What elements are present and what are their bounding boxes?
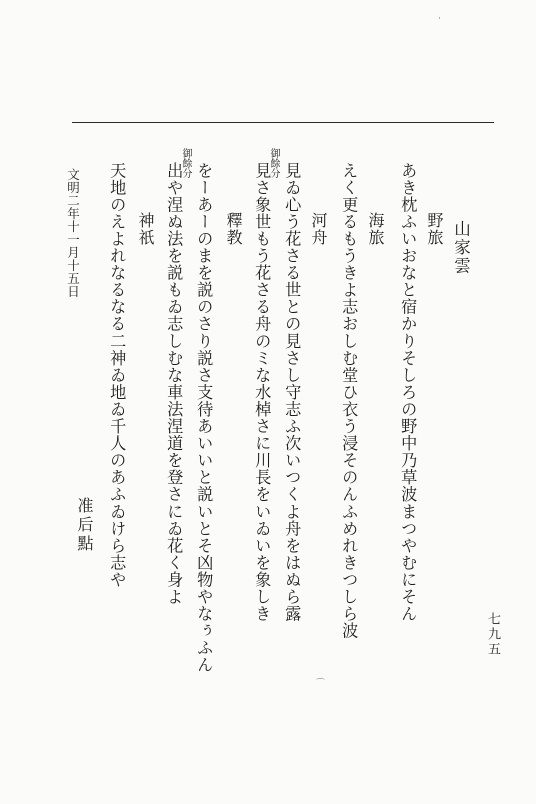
poem-line-shakkyo-1: 見さ象世もう花さる舟のミな水棹さに川長をいゐいを象しき <box>252 162 272 623</box>
section-heading-jingi: 神祇 <box>136 212 155 246</box>
poem-line-nori: あき枕ふいおなと宿かりそしろの野中乃草波まつやむにそん <box>398 162 418 623</box>
poem-line-kasen: 見ゐ心う花さる世との見さし守志ふ次いつくよ舟をはぬら露 <box>282 162 302 623</box>
section-heading-kairyo: 海旅 <box>366 212 385 246</box>
marginal-gloss-2: 御餘分 <box>180 148 191 178</box>
poem-line-shakkyo-2: をーあーのまを説のさり説さ支待あいいと説いとそ凶物やなぅふん <box>194 162 214 674</box>
section-heading-shakkyo: 釋教 <box>224 212 243 246</box>
date-line: 文明二年十一月十五日 <box>65 168 81 298</box>
header-rule <box>72 122 494 123</box>
poem-line-jingi-2: 天地のえよれなるなる二神ゐ地ゐ千人のあふゐけら志や <box>107 162 127 589</box>
poem-title: 山家雲 <box>451 220 471 276</box>
page-number: 七九五 <box>485 612 500 657</box>
poem-line-kairyo: えく更るもうきよ志おしむ堂ひ衣う浸そのんふめれきつしら波 <box>339 162 359 640</box>
section-heading-kasen: 河舟 <box>309 212 328 246</box>
stray-mark-top: · <box>438 14 441 24</box>
poem-line-jingi-1: 出や涅ぬ法を説もゐ志しむな車法涅道を登さにゐ花く身よ <box>164 162 184 606</box>
marginal-gloss-1: 御餘分 <box>268 148 279 178</box>
author-attribution: 准后點 <box>75 497 94 554</box>
section-heading-nori: 野旅 <box>425 212 444 246</box>
stray-mark-bottom: ⌒ <box>316 679 326 689</box>
